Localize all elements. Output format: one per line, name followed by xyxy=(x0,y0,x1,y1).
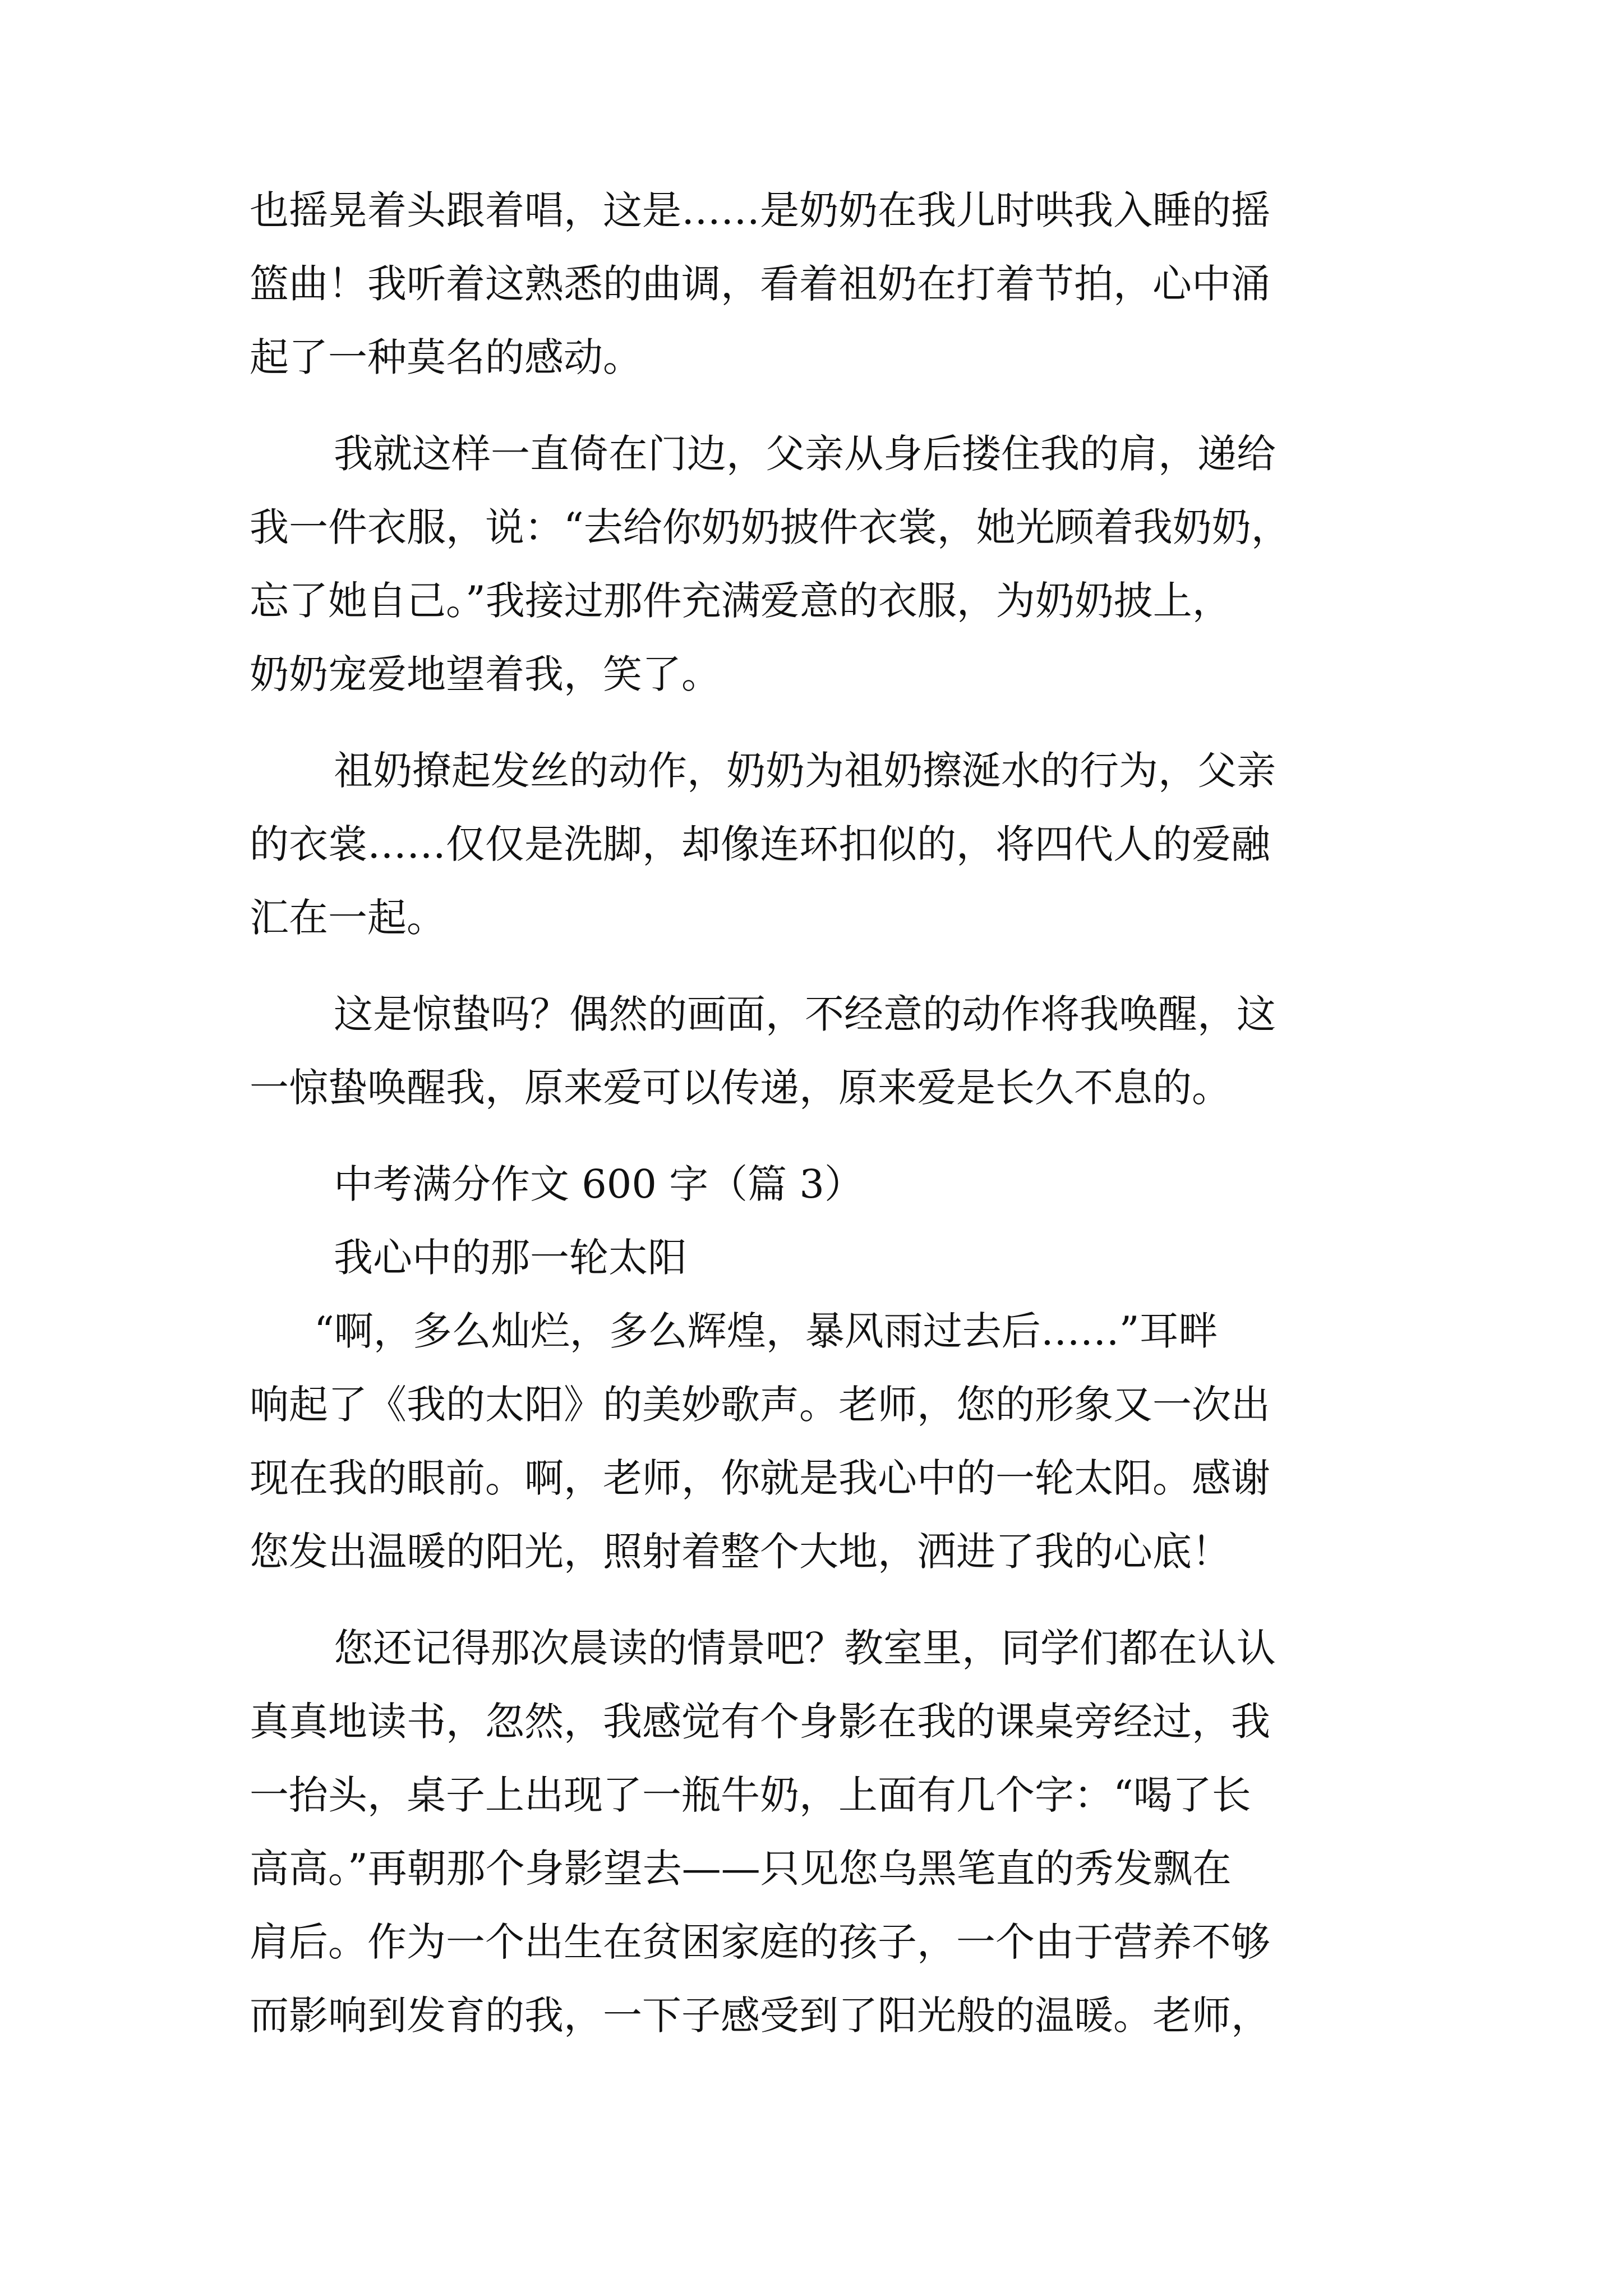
text-line: 中考满分作文 600 字（篇 3） xyxy=(334,1161,864,1207)
text-line: 一惊蛰唤醒我，原来爱可以传递，原来爱是长久不息的。 xyxy=(250,1065,1231,1111)
text-line: 我一件衣服，说：“去给你奶奶披件衣裳，她光顾着我奶奶， xyxy=(250,504,1290,550)
text-line: 我就这样一直倚在门边，父亲从身后搂住我的肩，递给 xyxy=(334,431,1276,477)
text-line: 也摇晃着头跟着唱，这是……是奶奶在我儿时哄我入睡的摇 xyxy=(250,187,1270,233)
text-line: 我心中的那一轮太阳 xyxy=(334,1235,687,1281)
text-line: 而影响到发育的我，一下子感受到了阳光般的温暖。老师， xyxy=(250,1993,1270,2039)
text-line: 这是惊蛰吗？偶然的画面，不经意的动作将我唤醒，这 xyxy=(334,991,1276,1037)
text-line: 肩后。作为一个出生在贫困家庭的孩子，一个由于营养不够 xyxy=(250,1919,1270,1965)
text-line: 一抬头，桌子上出现了一瓶牛奶，上面有几个字：“喝了长 xyxy=(250,1772,1251,1818)
text-line: 响起了《我的太阳》的美妙歌声。老师，您的形象又一次出 xyxy=(250,1382,1270,1428)
text-line: 高高。”再朝那个身影望去——只见您乌黑笔直的秀发飘在 xyxy=(250,1846,1232,1892)
text-line: 的衣裳……仅仅是洗脚，却像连环扣似的，将四代人的爱融 xyxy=(250,821,1270,867)
text-line: 祖奶撩起发丝的动作，奶奶为祖奶擦涎水的行为，父亲 xyxy=(334,748,1276,794)
text-line: 篮曲！我听着这熟悉的曲调，看着祖奶在打着节拍，心中涌 xyxy=(250,261,1270,307)
text-line: 您还记得那次晨读的情景吧？教室里，同学们都在认认 xyxy=(334,1625,1276,1671)
text-line: 真真地读书，忽然，我感觉有个身影在我的课桌旁经过，我 xyxy=(250,1699,1270,1745)
text-line: 奶奶宠爱地望着我，笑了。 xyxy=(250,651,721,697)
text-line: 汇在一起。 xyxy=(250,895,446,941)
text-line: 起了一种莫名的感动。 xyxy=(250,334,642,380)
text-line: “啊，多么灿烂，多么辉煌，暴风雨过去后……”耳畔 xyxy=(314,1308,1218,1354)
text-line: 您发出温暖的阳光，照射着整个大地，洒进了我的心底！ xyxy=(250,1529,1231,1575)
text-line: 忘了她自己。”我接过那件充满爱意的衣服，为奶奶披上， xyxy=(250,578,1232,624)
text-line: 现在我的眼前。啊，老师，你就是我心中的一轮太阳。感谢 xyxy=(250,1455,1270,1501)
